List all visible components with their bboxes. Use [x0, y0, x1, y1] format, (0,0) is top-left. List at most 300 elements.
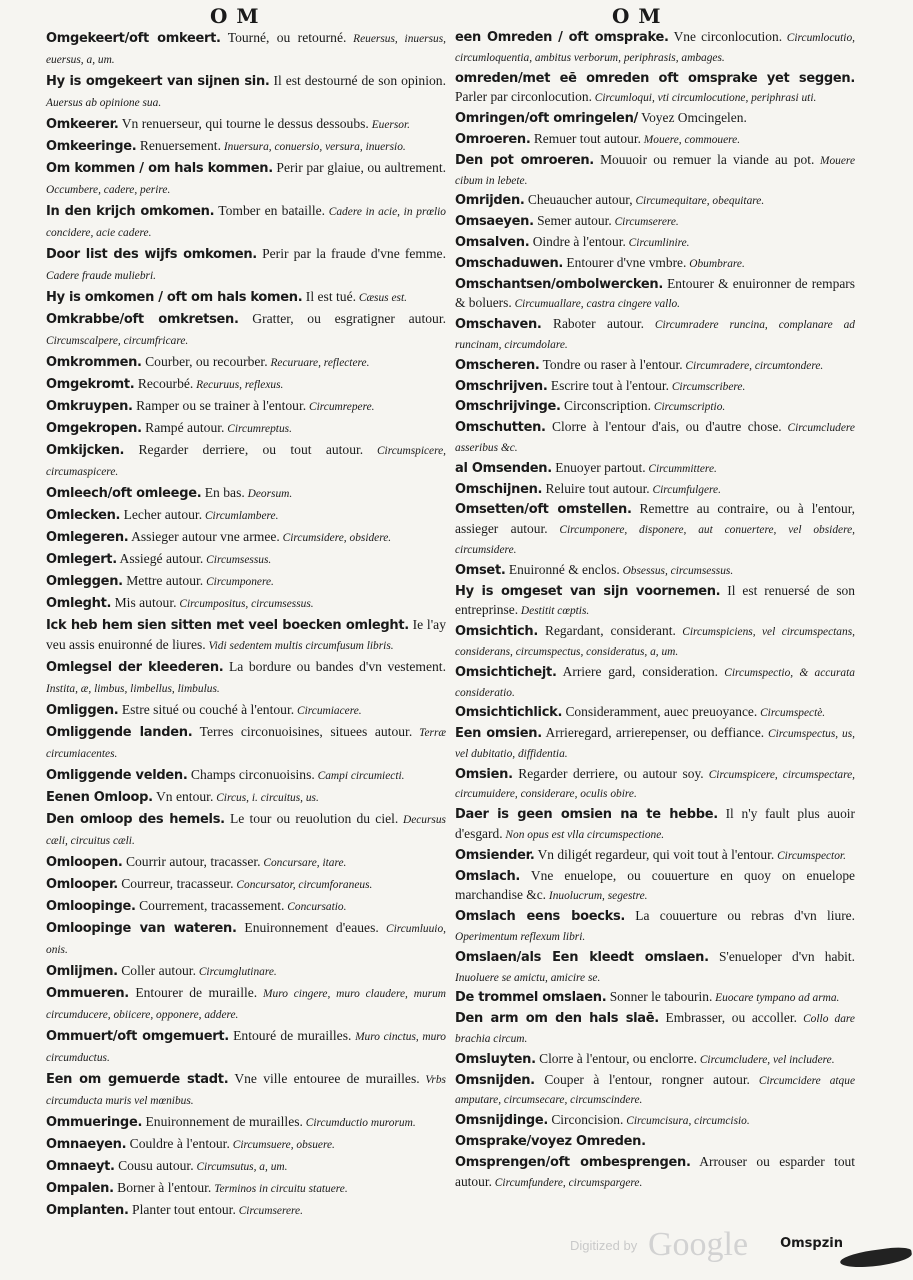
entry-french: Vne enuelope, ou couuerture en quoy on enuelope marchandise &c.	[455, 867, 855, 903]
entry-french: Regardant, considerant.	[538, 623, 676, 639]
entry-french: Perir par la fraude d'vne femme.	[256, 246, 446, 261]
dictionary-entry	[455, 69, 855, 109]
entry-headword: Den arm om den hals slaē.	[455, 1011, 659, 1027]
entry-latin: Circumspicere, circumspectare, circumuidere, considerare, oculis obire.	[455, 768, 856, 801]
running-head-right: O M	[612, 4, 662, 28]
entry-headword: Omsichtich.	[455, 624, 539, 640]
entry-latin: Circumcidere atque amputare, circumsecare, circumscindere.	[455, 1074, 855, 1107]
entry-latin: Destitit cœptis.	[518, 605, 590, 618]
entry-headword: Omnaeyt.	[46, 1159, 115, 1174]
entry-french: Clorre à l'entour, ou enclorre.	[535, 1050, 697, 1066]
entry-headword: Omsnijdinge.	[455, 1113, 548, 1129]
entry-headword: Omkruypen.	[46, 399, 133, 414]
entry-headword: Omsien.	[455, 766, 513, 782]
dictionary-entry	[46, 809, 446, 851]
entry-french: Tomber en bataille.	[214, 203, 326, 218]
entry-french: En bas.	[201, 485, 245, 500]
dictionary-entry	[455, 254, 855, 274]
entry-french: Vn renuerseur, qui tourne le dessus dessoubs.	[118, 116, 369, 131]
dictionary-entry	[46, 615, 446, 656]
entry-french: Ie l'ay veu assis enuironné de liures.	[46, 617, 446, 652]
entry-headword: Den pot omroeren.	[455, 152, 594, 168]
entry-latin: Collo dare brachia circum.	[455, 1013, 855, 1046]
entry-latin: Cadere fraude muliebri.	[46, 270, 156, 282]
entry-latin: Circumreptus.	[224, 423, 292, 435]
entry-french: Courrement, tracassement.	[135, 898, 285, 913]
dictionary-entry	[455, 500, 855, 559]
entry-headword: omreden/met eē omreden oft omsprake yet seggen.	[455, 70, 855, 86]
entry-french: Vne ville entouree de murailles.	[228, 1071, 420, 1086]
entry-headword: een Omreden / oft omsprake.	[455, 30, 669, 45]
entry-latin: Circumradere runcina, complanare ad runcinam, circumdolare.	[455, 319, 856, 351]
entry-headword: Omliggende velden.	[46, 768, 188, 783]
dictionary-entry	[455, 582, 855, 622]
entry-headword: Omroeren.	[455, 131, 531, 147]
dictionary-entry	[46, 722, 446, 764]
entry-latin: Circumequitare, obequitare.	[632, 195, 765, 208]
entry-latin: Auersus ab opinione sua.	[46, 97, 162, 109]
entry-french: Vn diligét regardeur, qui voit tout à l'entour.	[534, 846, 775, 862]
entry-headword: Omleech/oft omleege.	[46, 486, 202, 501]
entry-headword: Omplanten.	[46, 1203, 129, 1218]
entry-headword: Omset.	[455, 562, 506, 578]
entry-latin: Circumcisura, circumcisio.	[623, 1115, 750, 1128]
entry-latin: Terminos in circuitu statuere.	[211, 1183, 348, 1195]
entry-latin: Circumspiciens, vel circumspectans, considerans, circumspectus, consideratus, a, um.	[455, 626, 855, 658]
entry-headword: Omsprengen/oft ombesprengen.	[455, 1154, 691, 1170]
entry-headword: Omschrijvinge.	[455, 399, 561, 415]
dictionary-entry	[455, 109, 855, 129]
entry-french: Semer autour.	[533, 213, 612, 229]
entry-latin: Occumbere, cadere, perire.	[46, 184, 171, 196]
dictionary-entry	[46, 527, 446, 548]
entry-headword: Omloopinge van wateren.	[46, 921, 237, 936]
entry-french: Perir par glaiue, ou aultrement.	[272, 160, 446, 175]
entry-french: Parler par circonlocution.	[455, 89, 592, 105]
entry-french: Lecher autour.	[120, 507, 203, 522]
entry-latin: Reuersus, inuersus, euersus, a, um.	[46, 33, 446, 66]
entry-latin: Circummittere.	[645, 462, 717, 475]
entry-french: Cheuaucher autour,	[524, 192, 633, 208]
entry-headword: Omsalven.	[455, 234, 530, 250]
entry-headword: Omloopinge.	[46, 899, 136, 914]
entry-headword: Daer is geen omsien na te hebbe.	[455, 807, 718, 823]
entry-latin: Circumspectus, us, vel dubitatio, diffidentia.	[455, 728, 855, 760]
entry-latin: Circumuallare, castra cingere vallo.	[511, 298, 681, 311]
left-column	[46, 28, 446, 1222]
dictionary-entry	[455, 28, 855, 68]
entry-latin: Circumlambere.	[202, 510, 279, 522]
entry-french: Tourné, ou retourné.	[220, 30, 347, 45]
entry-headword: Omschijnen.	[455, 481, 543, 497]
entry-latin: Circumductio murorum.	[302, 1117, 416, 1129]
entry-french: Voyez Omcingelen.	[637, 110, 747, 126]
entry-latin: Obsessus, circumsessus.	[619, 564, 734, 577]
entry-latin: Circumsutus, a, um.	[193, 1161, 288, 1173]
entry-latin: Inuolucrum, segestre.	[546, 890, 648, 903]
dictionary-entry	[46, 787, 446, 808]
entry-headword: Omschutten.	[455, 420, 546, 436]
entry-latin: Circumradere, circumtondere.	[682, 359, 824, 372]
entry-latin: Vrbs circumducta muris vel mœnibus.	[46, 1074, 446, 1107]
entry-headword: Een omsien.	[455, 726, 542, 742]
entry-latin: Circumscalpere, circumfricare.	[46, 335, 189, 347]
entry-headword: Omsluyten.	[455, 1051, 536, 1067]
entry-french: Planter tout entour.	[128, 1202, 236, 1217]
entry-latin: Circumspicere, circumaspicere.	[46, 445, 447, 478]
dictionary-entry	[46, 765, 446, 786]
entry-french: Assiegé autour.	[116, 551, 204, 566]
entry-headword: Omscheren.	[455, 357, 540, 373]
entry-french: Entourer & enuironner de rempars & boluers.	[455, 275, 855, 311]
entry-headword: Omkijcken.	[46, 443, 125, 458]
dictionary-entry	[46, 1200, 446, 1221]
entry-french: La bordure ou bandes d'vn vestement.	[223, 659, 446, 674]
entry-headword: Omrijden.	[455, 193, 525, 209]
entry-french: Renuersement.	[136, 138, 221, 153]
entry-french: Assieger autour vne armee.	[128, 529, 280, 544]
entry-latin: Circumspector.	[774, 849, 846, 862]
dictionary-entry	[46, 114, 446, 135]
entry-headword: Omsiender.	[455, 847, 535, 863]
dictionary-entry	[455, 480, 855, 500]
entry-french: Entourer d'vne vmbre.	[563, 254, 687, 270]
entry-headword: al Omsenden.	[455, 460, 552, 476]
catchword: Omspzin	[780, 1236, 843, 1251]
entry-headword: Omringen/oft omringelen/	[455, 111, 638, 127]
entry-headword: Omgekromt.	[46, 377, 135, 392]
entry-french: Courreur, tracasseur.	[117, 876, 234, 891]
entry-headword: Omkeerer.	[46, 117, 119, 132]
entry-headword: Ommueringe.	[46, 1115, 143, 1130]
entry-latin: Non opus est vlla circumspectione.	[502, 829, 665, 842]
dictionary-entry	[46, 71, 446, 113]
entry-headword: Om kommen / om hals kommen.	[46, 161, 273, 176]
entry-french: Sonner le tabourin.	[606, 989, 713, 1005]
entry-headword: Omsaeyen.	[455, 214, 534, 230]
dictionary-entry	[46, 418, 446, 439]
entry-french: Oindre à l'entour.	[529, 233, 626, 249]
entry-french: Vn entour.	[152, 789, 214, 804]
entry-headword: Een om gemuerde stadt.	[46, 1072, 229, 1087]
entry-headword: Omgekropen.	[46, 421, 142, 436]
dictionary-entry	[46, 396, 446, 417]
entry-french: Courber, ou recourber.	[141, 354, 268, 369]
entry-headword: Omschaduwen.	[455, 255, 564, 271]
entry-headword: Omleght.	[46, 596, 112, 611]
running-head-left: O M	[210, 4, 260, 28]
dictionary-entry	[455, 805, 855, 845]
entry-latin: Circumspectè.	[757, 707, 826, 720]
entry-latin: Mouere, commouere.	[640, 133, 741, 146]
dictionary-entry	[46, 896, 446, 917]
dictionary-entry	[455, 867, 855, 907]
entry-french: Couper à l'entour, rongner autour.	[534, 1071, 750, 1087]
entry-latin: Circumpositus, circumsessus.	[176, 598, 314, 610]
entry-french: Remuer tout autour.	[530, 130, 641, 146]
dictionary-entry	[46, 201, 446, 243]
entry-french: Tondre ou raser à l'entour.	[539, 356, 683, 372]
entry-french: Circoncision.	[547, 1112, 624, 1128]
entry-headword: Omslach.	[455, 868, 521, 884]
entry-headword: Omlijmen.	[46, 964, 118, 979]
entry-headword: Omliggende landen.	[46, 725, 193, 740]
entry-latin: Inuoluere se amictu, amicire se.	[455, 971, 601, 984]
dictionary-entry	[455, 1071, 855, 1111]
entry-headword: Omschrijven.	[455, 378, 548, 394]
entry-headword: Hy is omkomen / oft om hals komen.	[46, 290, 303, 305]
dictionary-entry	[46, 874, 446, 895]
entry-latin: Inuersura, conuersio, versura, inuersio.	[220, 141, 406, 153]
entry-headword: Ick heb hem sien sitten met veel boecken omleght.	[46, 618, 409, 633]
dictionary-entry	[455, 907, 855, 947]
entry-french: Arrieregard, arrierepenser, ou deffiance.	[541, 725, 765, 741]
dictionary-entry	[46, 1178, 446, 1199]
dictionary-entry	[46, 374, 446, 395]
entry-french: Champs circonuoisins.	[187, 767, 315, 782]
dictionary-entry	[455, 622, 855, 662]
dictionary-entry	[455, 459, 855, 479]
entry-latin: Circumscriptio.	[651, 401, 726, 414]
dictionary-entry	[455, 397, 855, 417]
entry-latin: Obumbrare.	[686, 257, 745, 270]
entry-headword: Omschantsen/ombolwercken.	[455, 276, 664, 292]
entry-french: Enuironnement de murailles.	[142, 1114, 303, 1129]
entry-headword: Ompalen.	[46, 1181, 114, 1196]
dictionary-entry	[455, 846, 855, 866]
entry-french: Courrir autour, tracasser.	[122, 854, 261, 869]
entry-latin: Instita, æ, limbus, limbellus, limbulus.	[46, 683, 220, 695]
dictionary-entry	[455, 418, 855, 458]
entry-latin: Circumloqui, vti circumlocutione, periphrasi uti.	[591, 92, 817, 105]
entry-latin: Circumglutinare.	[195, 966, 277, 978]
entry-french: Il est tué.	[302, 289, 356, 304]
entry-headword: Omgekeert/oft omkeert.	[46, 31, 221, 46]
dictionary-entry	[46, 1112, 446, 1133]
entry-headword: Omslach eens boecks.	[455, 909, 626, 925]
entry-headword: Eenen Omloop.	[46, 790, 153, 805]
entry-latin: Circumlinire.	[625, 236, 690, 249]
dictionary-entry	[46, 852, 446, 873]
entry-headword: Omkeeringe.	[46, 139, 137, 154]
entry-headword: Omslaen/als Een kleedt omslaen.	[455, 949, 709, 965]
entry-latin: Circumsidere, obsidere.	[279, 532, 392, 544]
dictionary-entry	[46, 593, 446, 614]
entry-french: Ramper ou se trainer à l'entour.	[132, 398, 307, 413]
entry-french: La couuerture ou rebras d'vn liure.	[625, 908, 855, 924]
entry-latin: Circumcludere asseribus &c.	[455, 422, 855, 454]
entry-headword: Hy is omgekeert van sijnen sin.	[46, 74, 270, 89]
dictionary-entry	[455, 561, 855, 581]
digitized-by-label: Digitized by	[570, 1238, 638, 1253]
entry-french: Enuironnement d'eaues.	[236, 920, 379, 935]
entry-french: Consideramment, auec preuoyance.	[562, 704, 758, 720]
entry-french: Estre situé ou couché à l'entour.	[118, 702, 295, 717]
entry-french: Mettre autour.	[122, 573, 204, 588]
entry-french: Arriere gard, consideration.	[556, 663, 718, 679]
entry-latin: Circumiacere.	[294, 705, 362, 717]
dictionary-entry	[455, 315, 855, 355]
dictionary-entry	[46, 1069, 446, 1111]
entry-french: Entouré de murailles.	[228, 1028, 352, 1043]
entry-latin: Circumscribere.	[668, 380, 746, 393]
entry-french: Mouuoir ou remuer la viande au pot.	[593, 151, 815, 167]
entry-latin: Deorsum.	[244, 488, 293, 500]
entry-french: Clorre à l'entour d'ais, ou d'autre chose.	[545, 419, 782, 435]
entry-french: S'enueloper d'vn habit.	[708, 948, 855, 964]
dictionary-entry	[46, 983, 446, 1025]
entry-latin: Circumserere.	[235, 1205, 303, 1217]
entry-headword: Omsichtichejt.	[455, 664, 557, 680]
entry-latin: Circumrepere.	[306, 401, 375, 413]
entry-latin: Euocare tympano ad arma.	[712, 992, 840, 1005]
entry-french: Terres circonuoisines, situees autour.	[192, 724, 413, 739]
entry-headword: De trommel omslaen.	[455, 990, 607, 1006]
entry-headword: Omlegert.	[46, 552, 117, 567]
entry-french: Enuoyer partout.	[551, 459, 646, 475]
entry-latin: Recuruus, reflexus.	[193, 379, 284, 391]
dictionary-entry	[455, 151, 855, 191]
entry-french: Rampé autour.	[141, 420, 225, 435]
entry-french: Arrouser ou esparder tout autour.	[455, 1153, 855, 1189]
entry-headword: In den krijch omkomen.	[46, 204, 215, 219]
dictionary-entry	[46, 700, 446, 721]
entry-french: Regarder derriere, ou tout autour.	[124, 442, 364, 457]
dictionary-entry	[455, 1009, 855, 1049]
dictionary-entry	[455, 191, 855, 211]
entry-french: Circonscription.	[560, 398, 651, 414]
dictionary-entry	[455, 377, 855, 397]
dictionary-entry	[455, 233, 855, 253]
entry-latin: Euersor.	[368, 119, 410, 131]
entry-latin: Cæsus est.	[356, 292, 407, 304]
entry-headword: Omlegsel der kleederen.	[46, 660, 224, 675]
entry-headword: Omleggen.	[46, 574, 123, 589]
dictionary-entry	[46, 287, 446, 308]
entry-headword: Hy is omgeset van sijn voornemen.	[455, 583, 721, 599]
entry-latin: Recuruare, reflectere.	[267, 357, 370, 369]
dictionary-entry	[455, 948, 855, 988]
entry-headword: Omsprake/voyez Omreden.	[455, 1134, 646, 1150]
entry-latin: Mouere cibum in lebete.	[455, 154, 855, 187]
entry-headword: Omschaven.	[455, 317, 542, 333]
entry-french: Mis autour.	[111, 595, 177, 610]
entry-latin: Circumsuere, obsuere.	[229, 1139, 335, 1151]
dictionary-entry	[46, 1156, 446, 1177]
entry-french: Regarder derriere, ou autour soy.	[512, 765, 704, 781]
entry-french: Borner à l'entour.	[113, 1180, 212, 1195]
entry-french: Il est destourné de son opinion.	[269, 73, 447, 88]
entry-latin: Circumfundere, circumspargere.	[491, 1176, 643, 1189]
entry-headword: Omlecken.	[46, 508, 121, 523]
entry-french: Vne circonlocution.	[668, 29, 783, 44]
entry-french: Embrasser, ou accoller.	[658, 1010, 797, 1026]
entry-latin: Vidi sedentem multis circumfusum libris.	[205, 640, 394, 652]
dictionary-entry	[46, 309, 446, 351]
dictionary-entry	[46, 158, 446, 200]
entry-headword: Omkrabbe/oft omkretsen.	[46, 312, 239, 327]
entry-latin: Concursator, circumforaneus.	[233, 879, 373, 891]
dictionary-entry	[455, 765, 855, 805]
entry-french: Le tour ou reuolution du ciel.	[224, 811, 399, 826]
entry-headword: Omloopen.	[46, 855, 123, 870]
entry-latin: Circumsessus.	[203, 554, 272, 566]
entry-headword: Omkrommen.	[46, 355, 142, 370]
entry-latin: Circumluuio, onis.	[46, 923, 446, 956]
entry-headword: Omsnijden.	[455, 1072, 535, 1088]
dictionary-entry	[46, 549, 446, 570]
entry-latin: Terræ circumiacentes.	[46, 727, 446, 760]
dictionary-entry	[46, 505, 446, 526]
entry-latin: Circumserere.	[611, 216, 679, 229]
dictionary-entry	[455, 1111, 855, 1131]
entry-french: Enuironné & enclos.	[505, 561, 620, 577]
entry-latin: Circumponere.	[203, 576, 274, 588]
entry-french: Remettre au contraire, ou à l'entour, assieger autour.	[455, 501, 856, 537]
entry-headword: Ommueren.	[46, 986, 129, 1001]
dictionary-entry	[455, 275, 855, 315]
entry-french: Raboter autour.	[541, 316, 644, 332]
entry-headword: Ommuert/oft omgemuert.	[46, 1029, 229, 1044]
entry-headword: Omliggen.	[46, 703, 119, 718]
dictionary-entry	[46, 28, 446, 70]
dictionary-entry	[455, 1050, 855, 1070]
entry-latin: Circumponere, disponere, aut conuertere, vel obsidere, circumsidere.	[455, 524, 855, 556]
entry-latin: Decursus cæli, circuitus cæli.	[46, 814, 446, 847]
entry-french: Reluire tout autour.	[542, 480, 650, 496]
right-column	[455, 28, 855, 1193]
entry-latin: Campi circumiecti.	[314, 770, 405, 782]
dictionary-entry	[455, 703, 855, 723]
entry-french: Il n'y fault plus auoir d'esgard.	[455, 806, 856, 842]
google-watermark: Google	[648, 1226, 749, 1263]
dictionary-entry	[46, 571, 446, 592]
entry-headword: Omsichtichlick.	[455, 705, 563, 721]
entry-latin: Concursare, itare.	[260, 857, 347, 869]
entry-french: Recourbé.	[134, 376, 194, 391]
dictionary-entry	[46, 657, 446, 699]
entry-headword: Omlooper.	[46, 877, 118, 892]
dictionary-entry	[455, 356, 855, 376]
entry-french: Couldre à l'entour.	[126, 1136, 230, 1151]
entry-headword: Omsetten/oft omstellen.	[455, 502, 632, 518]
entry-french: Escrire tout à l'entour.	[547, 377, 669, 393]
entry-headword: Door list des wijfs omkomen.	[46, 247, 257, 262]
entry-latin: Circus, i. circuitus, us.	[213, 792, 319, 804]
dictionary-entry	[46, 136, 446, 157]
dictionary-entry	[46, 352, 446, 373]
entry-latin: Circumspectio, & accurata consideratio.	[455, 666, 855, 699]
entry-latin: Cadere in acie, in prœlio concidere, acie cadere.	[46, 206, 446, 239]
entry-headword: Den omloop des hemels.	[46, 812, 225, 827]
dictionary-entry	[455, 988, 855, 1008]
dictionary-entry	[46, 1026, 446, 1068]
dictionary-entry	[46, 1134, 446, 1155]
entry-headword: Omnaeyen.	[46, 1137, 127, 1152]
dictionary-entry	[455, 663, 855, 703]
entry-latin: Circumlocutio, circumloquentia, ambitus verborum, periphrasis, ambages.	[455, 32, 855, 64]
dictionary-entry	[455, 1132, 855, 1152]
dictionary-entry	[46, 483, 446, 504]
entry-french: Coller autour.	[117, 963, 196, 978]
dictionary-entry	[455, 130, 855, 150]
entry-french: Gratter, ou esgratigner autour.	[238, 311, 446, 326]
entry-latin: Circumfulgere.	[649, 483, 721, 496]
dictionary-entry	[455, 1153, 855, 1193]
entry-french: Il est renuersé de son entreprinse.	[455, 582, 855, 618]
entry-latin: Muro cinctus, muro circumductus.	[46, 1031, 447, 1064]
dictionary-entry	[46, 961, 446, 982]
